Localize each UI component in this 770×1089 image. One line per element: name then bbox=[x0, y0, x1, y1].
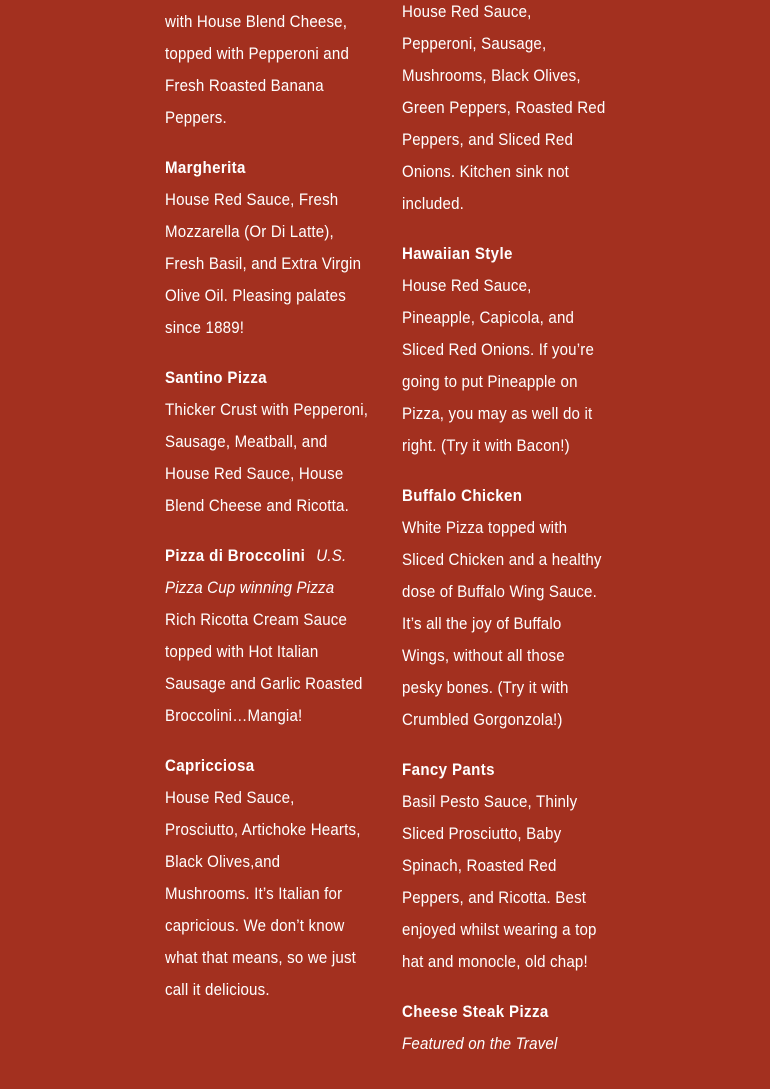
item-name: Pizza di Broccolini bbox=[165, 547, 306, 565]
item-name: Buffalo Chicken bbox=[402, 487, 523, 505]
menu-item bbox=[402, 0, 610, 220]
item-name: Cheese Steak Pizza bbox=[402, 1003, 549, 1021]
item-description: White Pizza topped with Sliced Chicken and a healthy dose of Buffalo Wing Sauce. It’s all the joy of Buffalo Wings, without all those pesky bones. (Try it with Crumbled Gorgonzola!) bbox=[402, 519, 602, 729]
menu-column-left bbox=[165, 6, 370, 1024]
item-heading bbox=[165, 540, 369, 604]
menu-item-buffalo-chicken bbox=[402, 480, 610, 736]
item-description: Rich Ricotta Cream Sauce topped with Hot Italian Sausage and Garlic Roasted Broccolini…Mangia! bbox=[165, 611, 363, 725]
item-description: House Red Sauce, Prosciutto, Artichoke Hearts, Black Olives,and Mushrooms. It’s Italian for capricious. We don’t know what that means, so we just call it delicious. bbox=[165, 789, 361, 999]
menu-column-right bbox=[402, 0, 610, 1078]
menu-item-cheese-steak-pizza bbox=[402, 996, 610, 1060]
item-name: Hawaiian Style bbox=[402, 245, 513, 263]
item-description: Thicker Crust with Pepperoni, Sausage, Meatball, and House Red Sauce, House Blend Cheese and Ricotta. bbox=[165, 401, 369, 515]
item-description: Basil Pesto Sauce, Thinly Sliced Prosciutto, Baby Spinach, Roasted Red Peppers, and Ricotta. Best enjoyed whilst wearing a top hat and monocle, old chap! bbox=[402, 793, 597, 971]
item-description: House Red Sauce, Pineapple, Capicola, and Sliced Red Onions. If you’re going to put Pineapple on Pizza, you may as well do it right. (Try it with Bacon!) bbox=[402, 277, 595, 455]
item-tagline: Featured on the Travel bbox=[402, 1035, 558, 1053]
menu-item-hawaiian-style bbox=[402, 238, 610, 462]
menu-item-fancy-pants bbox=[402, 754, 610, 978]
item-description: House Red Sauce, Pepperoni, Sausage, Mushrooms, Black Olives, Green Peppers, Roasted Red Peppers, and Sliced Red Onions. Kitchen sink not included. bbox=[402, 3, 606, 213]
menu-item-capricciosa bbox=[165, 750, 370, 1006]
item-name: Capricciosa bbox=[165, 757, 255, 775]
item-name: Fancy Pants bbox=[402, 761, 495, 779]
item-description: with House Blend Cheese, topped with Pepperoni and Fresh Roasted Banana Peppers. bbox=[165, 13, 350, 127]
award-tag: U.S. Pizza Cup winning Pizza bbox=[165, 547, 347, 597]
item-name: Margherita bbox=[165, 159, 246, 177]
menu-item-margherita bbox=[165, 152, 370, 344]
menu-item bbox=[165, 6, 370, 134]
item-description: House Red Sauce, Fresh Mozzarella (Or Di Latte), Fresh Basil, and Extra Virgin Olive Oil. Pleasing palates since 1889! bbox=[165, 191, 362, 337]
menu-item-pizza-di-broccolini bbox=[165, 540, 370, 732]
menu-item-santino-pizza bbox=[165, 362, 370, 522]
item-name: Santino Pizza bbox=[165, 369, 267, 387]
